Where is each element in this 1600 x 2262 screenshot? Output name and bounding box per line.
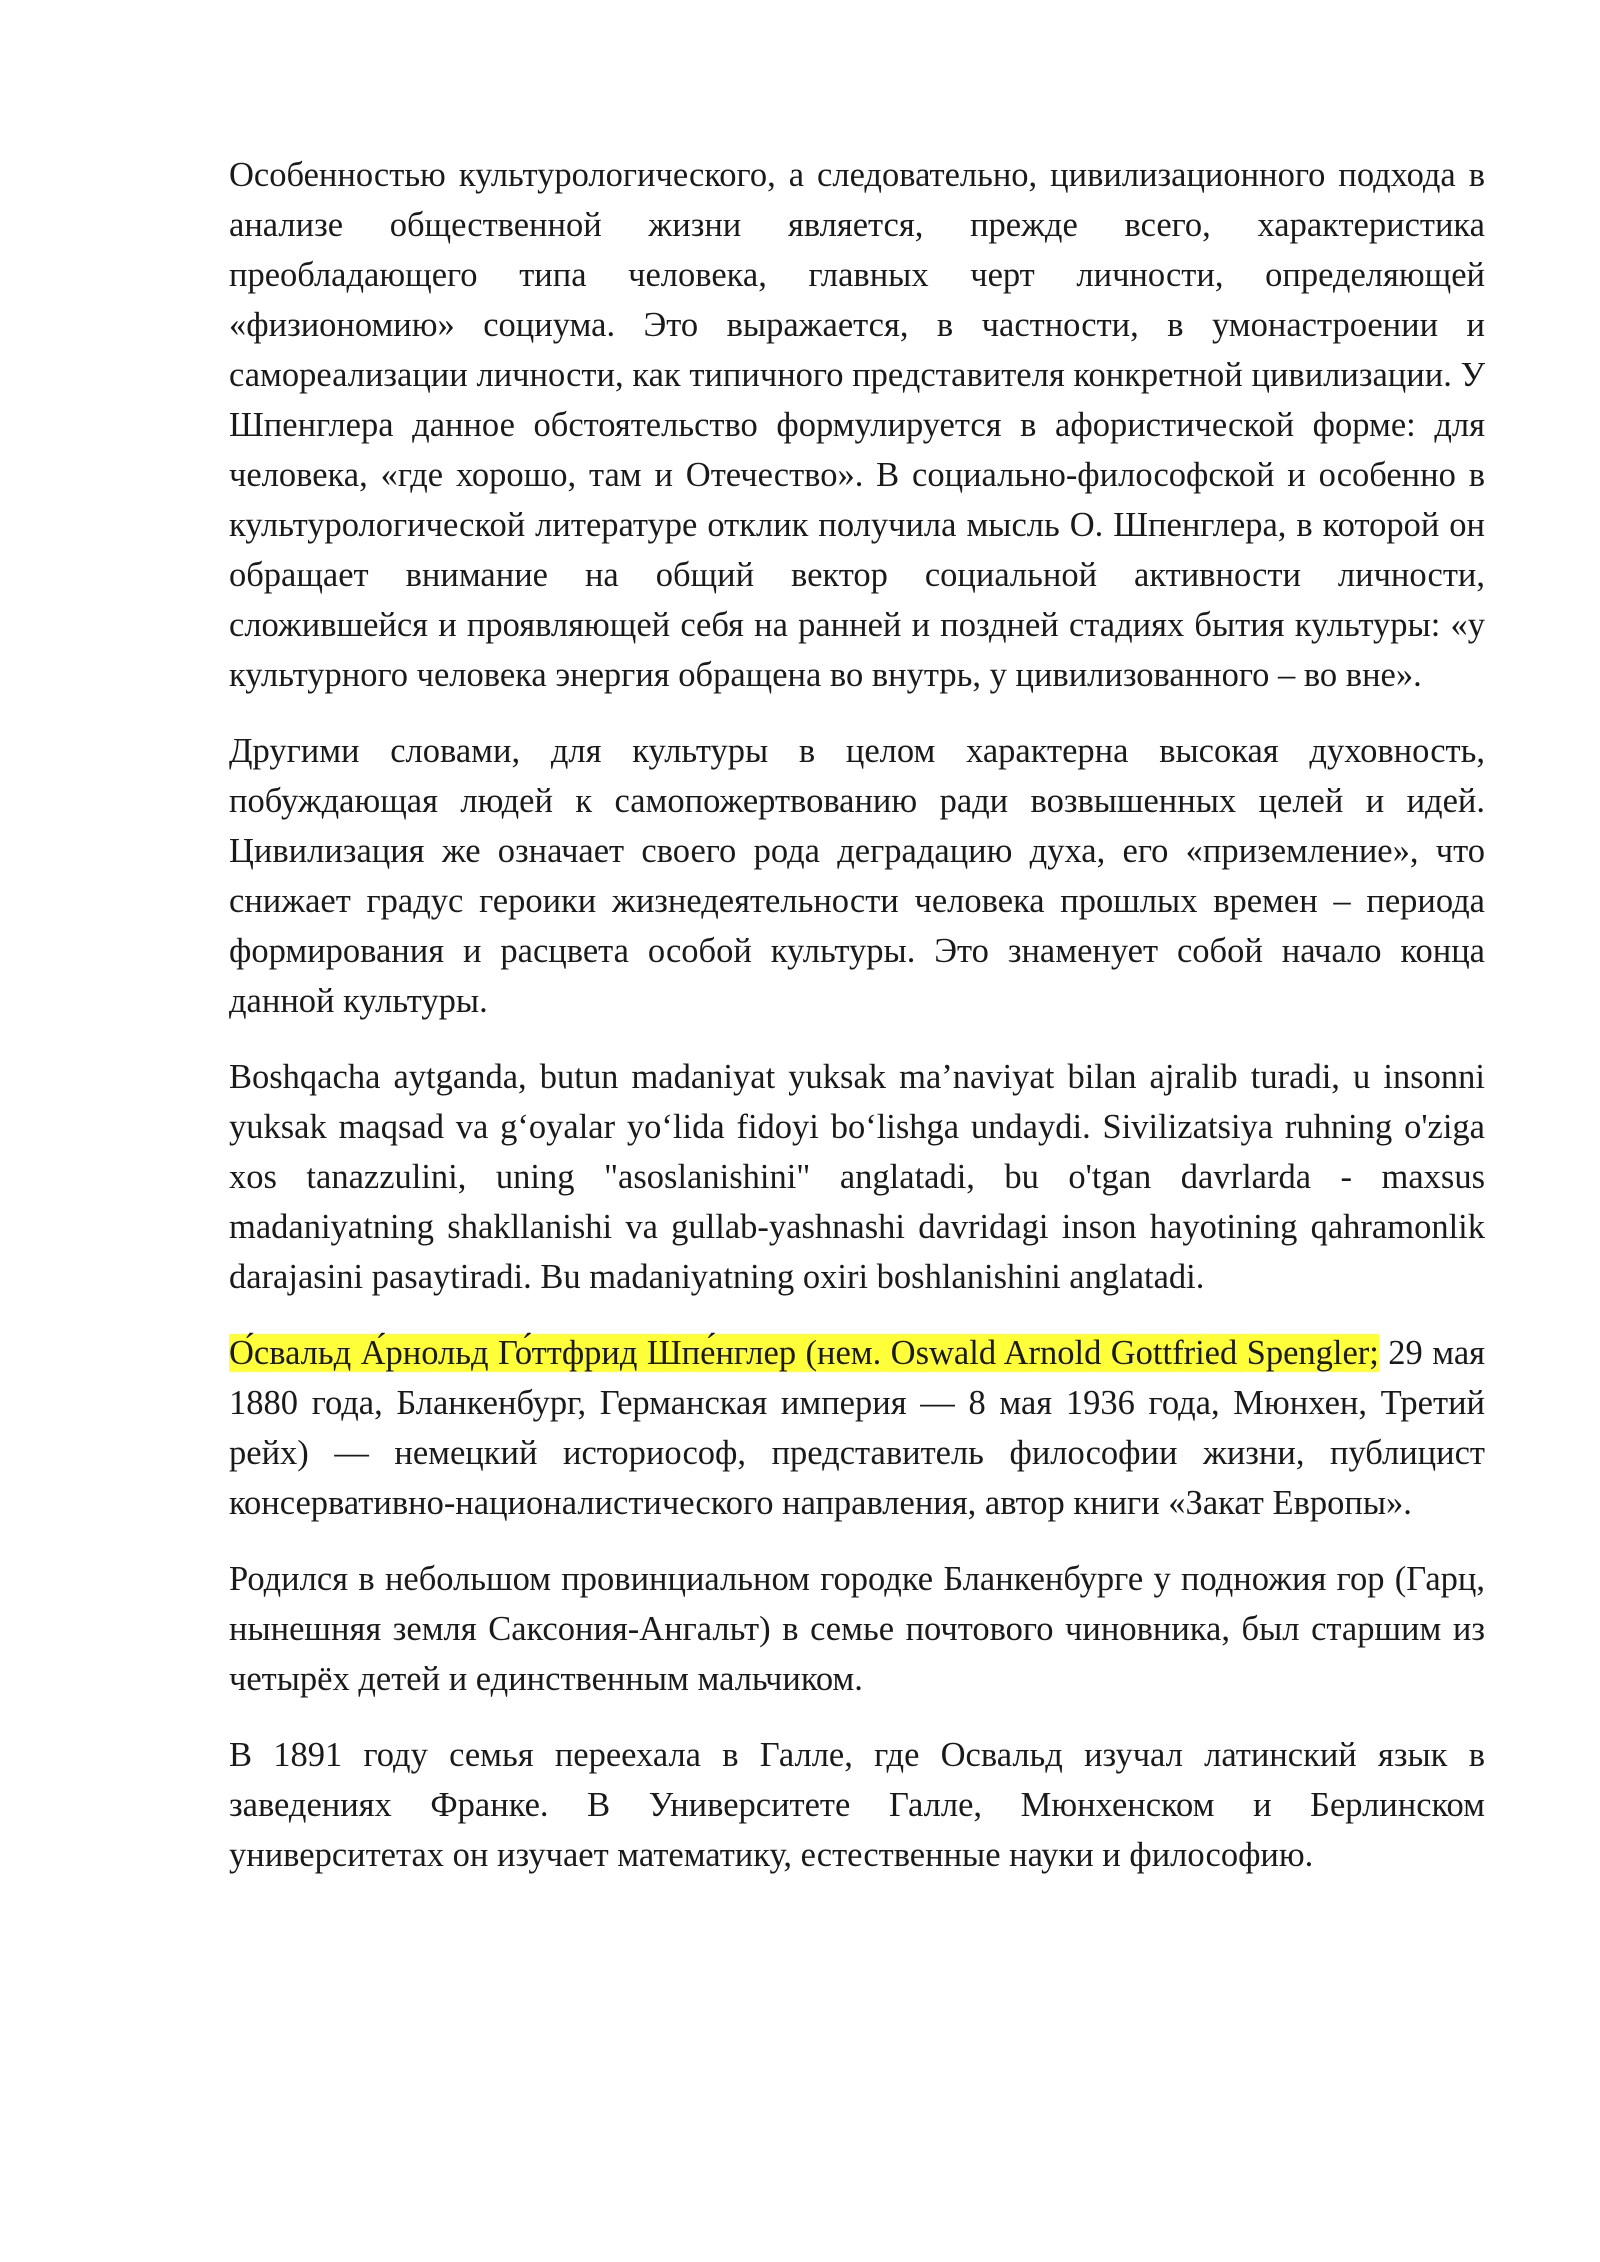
document-page	[229, 150, 1485, 1906]
paragraph-2: Другими словами, для культуры в целом характерна высокая духовность, побуждающая людей к самопожертвованию ради возвышенных целей и идей. Цивилизация же означает своего рода деградацию духа, его «приземление», что снижает градус героики жизнедеятельности человека прошлых времен – периода формирования и расцвета особой культуры. Это знаменует собой начало конца данной культуры.	[229, 732, 1485, 1020]
paragraph-4-body: 29 мая 1880 года, Бланкенбург, Германская империя — 8 мая 1936 года, Мюнхен, Третий рейх) — немецкий историософ, представитель философии жизни, публицист консервативно-националистического направления, автор книги «Закат Европы».	[229, 1334, 1486, 1522]
paragraph-1: Особенностью культурологического, а следовательно, цивилизационного подхода в анализе общественной жизни является, прежде всего, характеристика преобладающего типа человека, главных черт личности, определяющей «физиономию» социума. Это выражается, в частности, в умонастроении и самореализации личности, как типичного представителя конкретной цивилизации. У Шпенглера данное обстоятельство формулируется в афористической форме: для человека, «где хорошо, там и Отечество». В социально-философской и особенно в культурологической литературе отклик получила мысль О. Шпенглера, в которой он обращает внимание на общий вектор социальной активности личности, сложившейся и проявляющей себя на ранней и поздней стадиях бытия культуры: «у культурного человека энергия обращена во внутрь, у цивилизованного – во вне».	[229, 156, 1485, 694]
paragraph-6: В 1891 году семья переехала в Галле, где Освальд изучал латинский язык в заведениях Франке. В Университете Галле, Мюнхенском и Берлинском университетах он изучает математику, естественные науки и философию.	[229, 1736, 1485, 1874]
highlighted-text: О́свальд А́рнольд Го́ттфрид Шпе́нглер (нем. Oswald Arnold Gottfried Spengler;	[229, 1334, 1379, 1372]
paragraph-3: Boshqacha aytganda, butun madaniyat yuksak ma’naviyat bilan ajralib turadi, u insonni yuksak maqsad va g‘oyalar yo‘lida fidoyi bo‘lishga undaydi. Sivilizatsiya ruhning o'ziga xos tanazzulini, uning "asoslanishini" anglatadi, bu o'tgan davrlarda - maxsus madaniyatning shakllanishi va gullab-yashnashi davridagi inson hayotining qahramonlik darajasini pasaytiradi. Bu madaniyatning oxiri boshlanishini anglatadi.	[229, 1058, 1485, 1296]
paragraph-4	[229, 1328, 1485, 1528]
paragraph-5: Родился в небольшом провинциальном городке Бланкенбурге у подножия гор (Гарц, нынешняя земля Саксония-Ангальт) в семье почтового чиновника, был старшим из четырёх детей и единственным мальчиком.	[229, 1560, 1485, 1698]
